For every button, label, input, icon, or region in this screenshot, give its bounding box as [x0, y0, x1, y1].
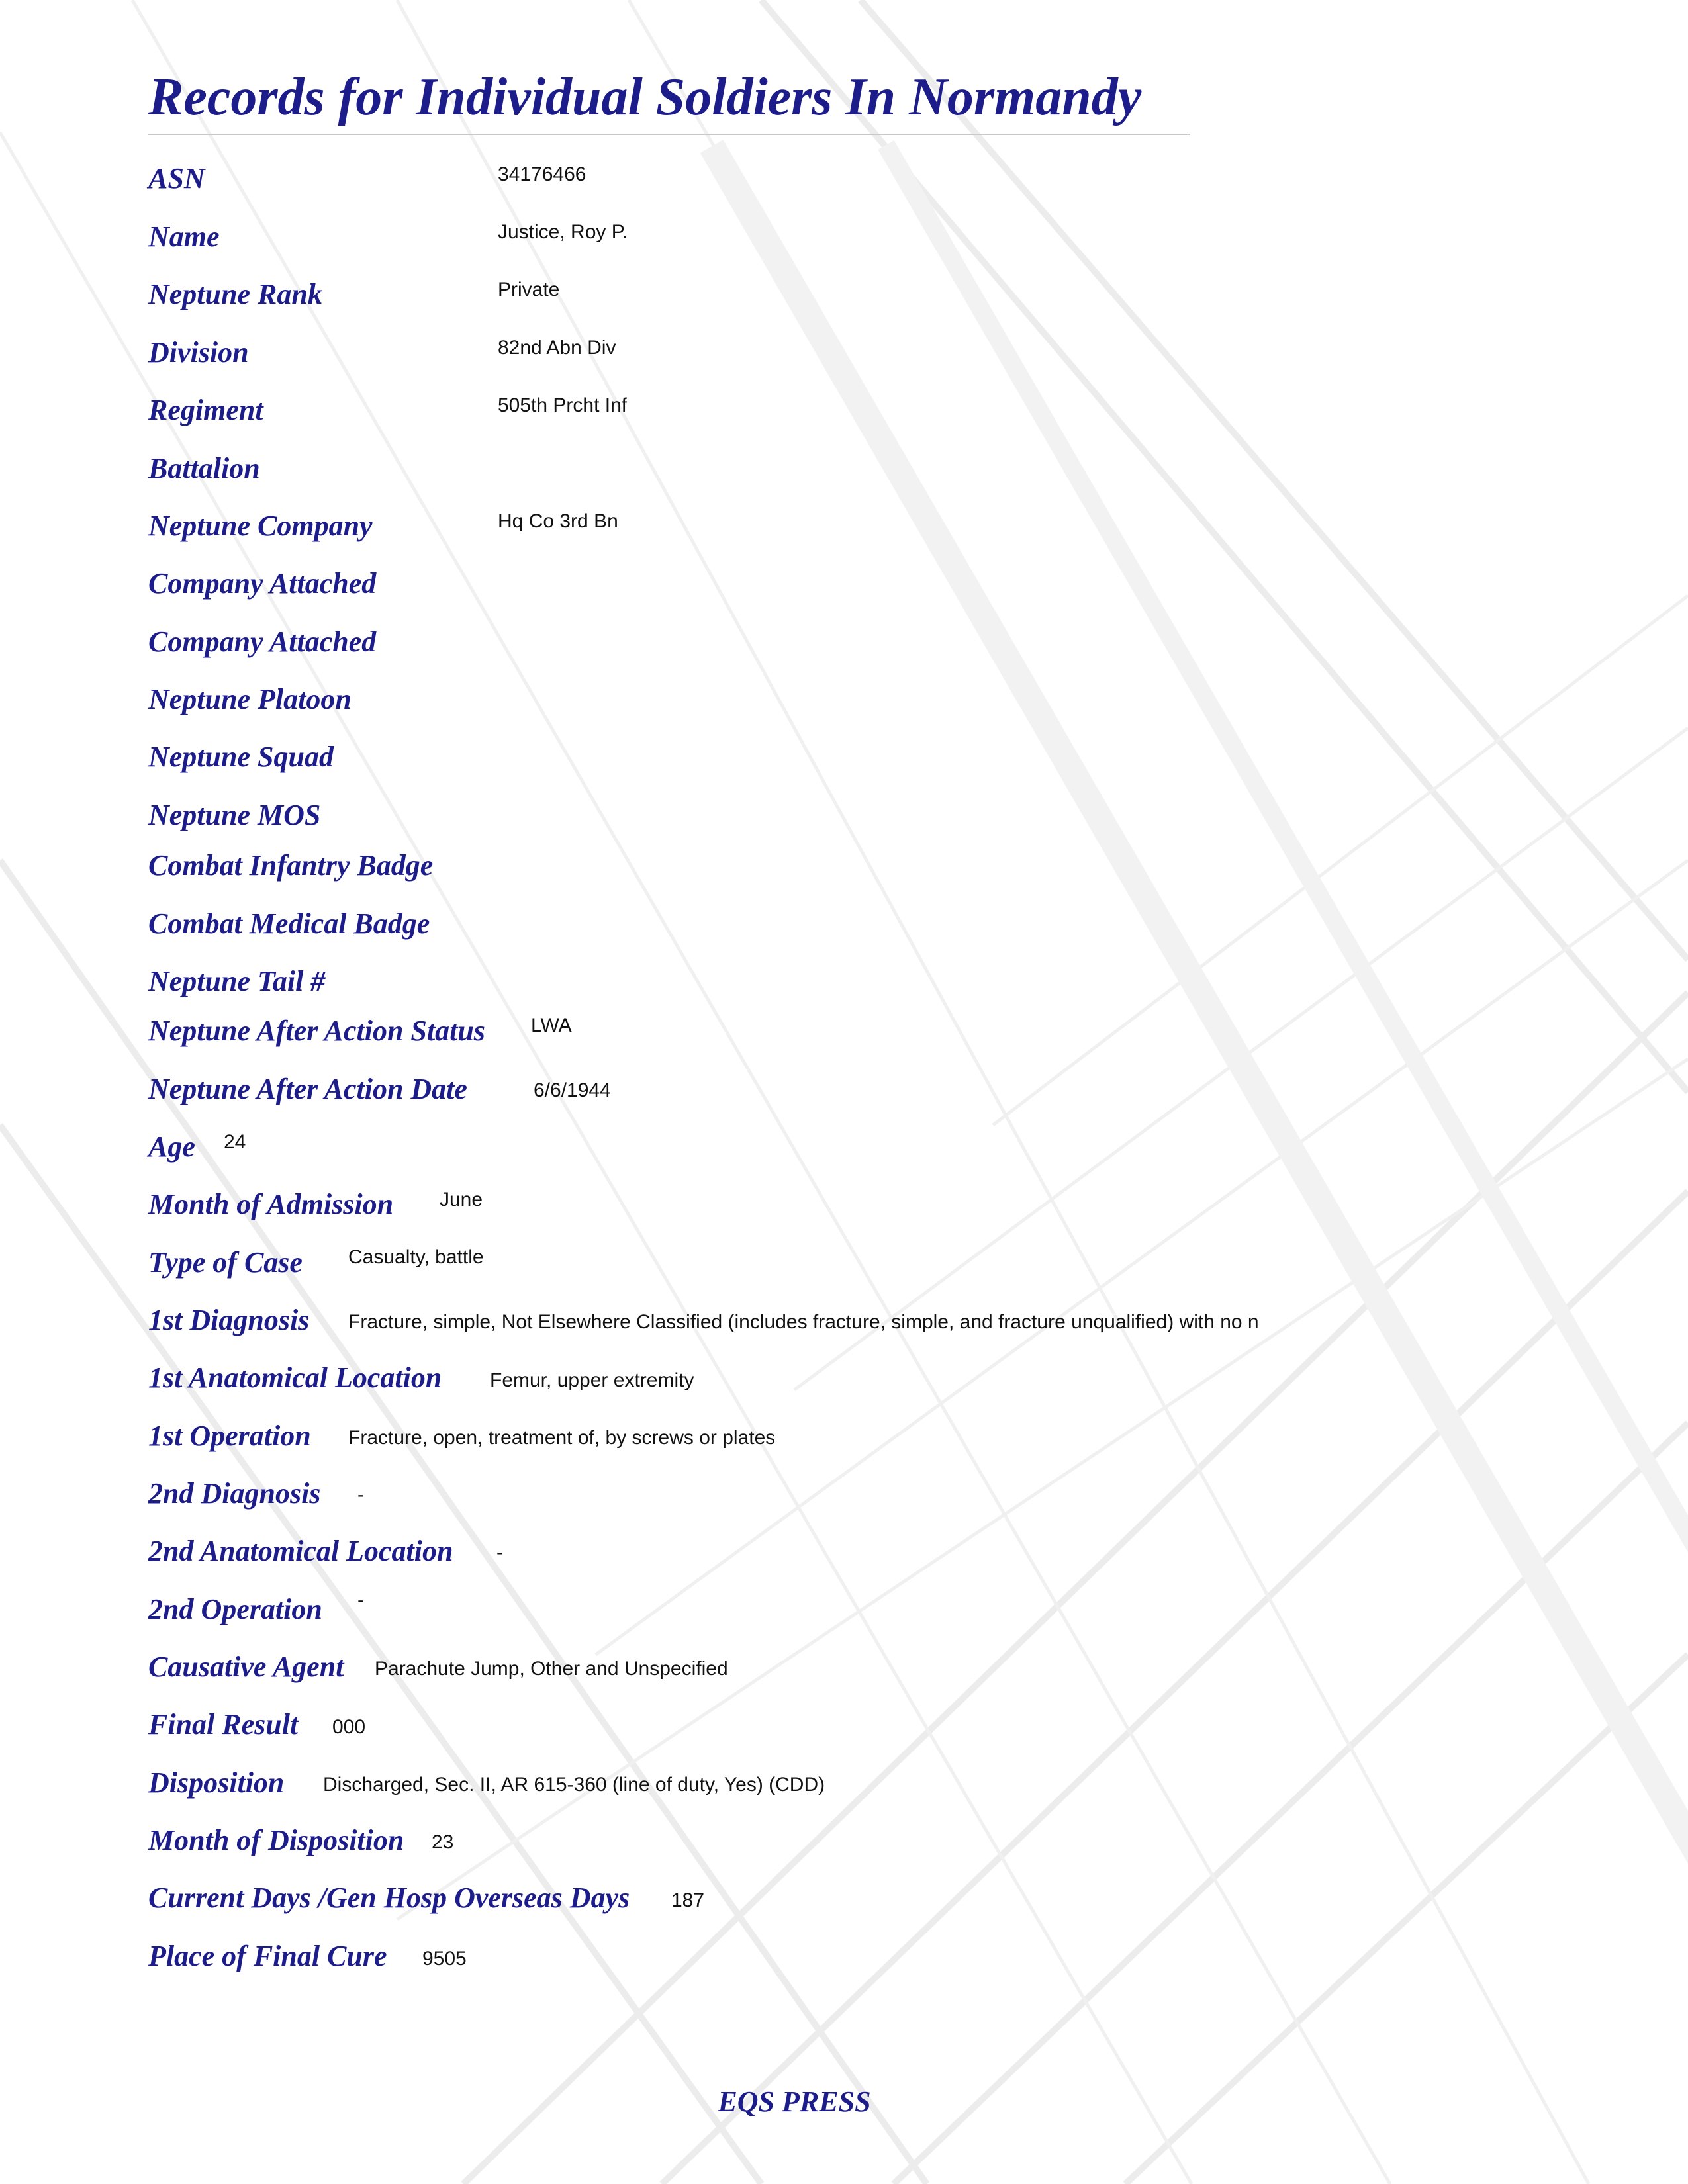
title-divider — [148, 134, 1190, 135]
field-value-name: Justice, Roy P. — [498, 221, 628, 243]
field-label-name: Name — [148, 220, 220, 253]
field-value-neptune-rank: Private — [498, 279, 560, 300]
publisher-footer: EQS PRESS — [718, 2085, 871, 2118]
field-value-regiment: 505th Prcht Inf — [498, 394, 628, 416]
field-label-age: Age — [148, 1130, 195, 1163]
field-label-month-of-admission: Month of Admission — [148, 1188, 394, 1220]
field-label-neptune-platoon: Neptune Platoon — [148, 683, 352, 715]
field-label-final-result: Final Result — [148, 1708, 299, 1741]
page-title: Records for Individual Soldiers In Normandy — [148, 68, 1142, 126]
field-label-neptune-tail-number: Neptune Tail # — [148, 965, 326, 997]
field-label-battalion: Battalion — [148, 452, 260, 484]
field-value-2nd-anatomical-location: - — [496, 1541, 503, 1563]
field-value-neptune-company: Hq Co 3rd Bn — [498, 510, 618, 532]
field-label-neptune-company: Neptune Company — [148, 510, 373, 542]
field-label-neptune-mos: Neptune MOS — [148, 799, 321, 831]
field-label-place-of-final-cure: Place of Final Cure — [148, 1940, 387, 1972]
field-value-asn: 34176466 — [498, 163, 586, 185]
field-label-type-of-case: Type of Case — [148, 1246, 303, 1279]
field-value-place-of-final-cure: 9505 — [422, 1948, 467, 1970]
field-value-after-action-status: LWA — [531, 1015, 572, 1036]
field-label-2nd-diagnosis: 2nd Diagnosis — [148, 1477, 321, 1510]
field-label-2nd-anatomical-location: 2nd Anatomical Location — [148, 1535, 453, 1567]
field-value-disposition: Discharged, Sec. II, AR 615-360 (line of duty, Yes) (CDD) — [323, 1774, 825, 1796]
field-label-after-action-date: Neptune After Action Date — [148, 1073, 467, 1105]
field-label-combat-medical-badge: Combat Medical Badge — [148, 907, 430, 940]
field-value-1st-operation: Fracture, open, treatment of, by screws or plates — [348, 1427, 776, 1449]
field-value-2nd-diagnosis: - — [357, 1484, 364, 1506]
field-value-after-action-date: 6/6/1944 — [534, 1079, 611, 1101]
field-value-2nd-operation: - — [357, 1589, 364, 1611]
field-value-final-result: 000 — [332, 1716, 366, 1738]
field-label-month-of-disposition: Month of Disposition — [148, 1824, 404, 1856]
field-value-month-of-admission: June — [440, 1189, 483, 1210]
field-label-neptune-rank: Neptune Rank — [148, 278, 322, 310]
field-label-neptune-squad: Neptune Squad — [148, 741, 334, 773]
field-value-age: 24 — [224, 1131, 246, 1153]
field-label-division: Division — [148, 336, 249, 369]
field-label-after-action-status: Neptune After Action Status — [148, 1015, 485, 1047]
field-label-1st-anatomical-location: 1st Anatomical Location — [148, 1361, 442, 1394]
field-value-current-days: 187 — [671, 1889, 705, 1911]
field-label-1st-operation: 1st Operation — [148, 1420, 311, 1452]
field-label-1st-diagnosis: 1st Diagnosis — [148, 1304, 310, 1336]
field-label-asn: ASN — [148, 162, 205, 195]
field-value-month-of-disposition: 23 — [432, 1831, 454, 1853]
field-label-company-attached-2: Company Attached — [148, 625, 377, 658]
field-value-1st-anatomical-location: Femur, upper extremity — [490, 1369, 694, 1391]
field-label-2nd-operation: 2nd Operation — [148, 1593, 322, 1625]
field-value-division: 82nd Abn Div — [498, 337, 616, 359]
field-label-company-attached: Company Attached — [148, 567, 377, 600]
field-label-combat-infantry-badge: Combat Infantry Badge — [148, 849, 434, 882]
field-label-regiment: Regiment — [148, 394, 263, 426]
field-label-disposition: Disposition — [148, 1766, 285, 1799]
field-value-causative-agent: Parachute Jump, Other and Unspecified — [375, 1658, 728, 1680]
field-value-1st-diagnosis: Fracture, simple, Not Elsewhere Classified (includes fracture, simple, and fracture unqualified) with no n — [348, 1311, 1259, 1333]
field-label-current-days: Current Days /Gen Hosp Overseas Days — [148, 1882, 630, 1914]
field-label-causative-agent: Causative Agent — [148, 1651, 344, 1683]
field-value-type-of-case: Casualty, battle — [348, 1246, 484, 1268]
